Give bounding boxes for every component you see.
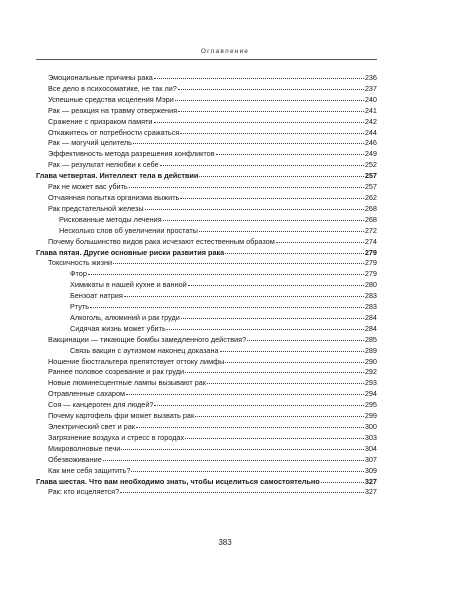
toc-dot-leader bbox=[145, 202, 364, 210]
running-header: Оглавление bbox=[200, 48, 250, 55]
toc-entry-title: Химикаты в нашей кухне и ванной bbox=[70, 280, 187, 290]
toc-entry-page: 294 bbox=[364, 389, 377, 399]
toc-dot-leader bbox=[133, 136, 364, 144]
toc-dot-leader bbox=[154, 71, 364, 79]
toc-entry-page: 303 bbox=[364, 432, 377, 442]
toc-entry-title: Рак — могучий целитель bbox=[48, 138, 132, 148]
toc-dot-leader bbox=[195, 409, 364, 417]
toc-entry-page: 257 bbox=[364, 171, 377, 181]
toc-dot-leader bbox=[160, 158, 364, 166]
toc-entry-page: 285 bbox=[364, 334, 377, 344]
toc-entry-page: 283 bbox=[364, 291, 377, 301]
toc-entry-page: 242 bbox=[364, 116, 377, 126]
toc-entry-title: Связь вакцин с аутизмом наконец доказана bbox=[70, 345, 219, 355]
toc-entry-page: 280 bbox=[364, 280, 377, 290]
toc-entry-page: 244 bbox=[364, 127, 377, 137]
toc-entry-page: 293 bbox=[364, 378, 377, 388]
toc-entry-page: 246 bbox=[364, 138, 377, 148]
toc-dot-leader bbox=[126, 387, 364, 395]
toc-entry-page: 290 bbox=[364, 356, 377, 366]
toc-entry-page: 279 bbox=[364, 269, 377, 279]
toc-dot-leader bbox=[129, 180, 364, 188]
toc-entry-title: Сражение с призраком памяти bbox=[48, 116, 153, 126]
toc-entry-title: Успешные средства исцеления Мэри bbox=[48, 94, 174, 104]
toc-entry-page: 272 bbox=[364, 225, 377, 235]
toc-entry-page: 295 bbox=[364, 400, 377, 410]
toc-dot-leader bbox=[185, 431, 364, 439]
toc-entry-page: 257 bbox=[364, 182, 377, 192]
toc-entry-page: 327 bbox=[364, 476, 377, 486]
toc-dot-leader bbox=[220, 344, 364, 352]
toc-entry-page: 279 bbox=[364, 247, 377, 257]
toc-entry-title: Алкоголь, алюминий и рак груди bbox=[70, 312, 180, 322]
toc-entry-title: Как мне себя защитить? bbox=[48, 465, 131, 475]
toc-dot-leader bbox=[178, 104, 364, 112]
toc-entry-title: Все дело в психосоматике, не так ли? bbox=[48, 83, 177, 93]
toc-entry-title: Отчаянная попытка организма выжить bbox=[48, 192, 180, 202]
toc-dot-leader bbox=[90, 300, 364, 308]
toc-entry-title: Загрязнение воздуха и стресс в городах bbox=[48, 432, 185, 442]
toc-entry-page: 284 bbox=[364, 312, 377, 322]
toc-entry-title: Рак — результат нелюбви к себе bbox=[48, 160, 159, 170]
header-rule bbox=[36, 59, 377, 60]
toc-dot-leader bbox=[188, 278, 364, 286]
toc-entry-title: Эффективность метода разрешения конфликтов bbox=[48, 149, 215, 159]
toc-entry-title: Вакцинации — тикающие бомбы замедленного действия? bbox=[48, 334, 247, 344]
toc-dot-leader bbox=[178, 82, 364, 90]
toc-entry-page: 292 bbox=[364, 367, 377, 377]
toc-entry-page: 240 bbox=[364, 94, 377, 104]
toc-dot-leader bbox=[247, 333, 364, 341]
toc-dot-leader bbox=[175, 93, 364, 101]
toc-dot-leader bbox=[199, 224, 364, 232]
toc-entry-title: Микроволновые печи bbox=[48, 443, 121, 453]
toc-entry-page: 249 bbox=[364, 149, 377, 159]
toc-entry-title: Отравленные сахаром bbox=[48, 389, 126, 399]
toc-entry-title: Токсичность жизни bbox=[48, 258, 113, 268]
toc-dot-leader bbox=[124, 289, 364, 297]
toc-entry-title: Рак — реакция на травму отвержения bbox=[48, 105, 178, 115]
toc-dot-leader bbox=[88, 267, 364, 275]
toc-entry-title: Обезвоживание bbox=[48, 454, 102, 464]
toc-dot-leader bbox=[103, 453, 364, 461]
toc-entry-title: Рак: кто исцеляется? bbox=[48, 487, 120, 497]
toc-entry-title: Глава шестая. Что вам необходимо знать, чтобы исцелиться самостоятельно bbox=[36, 476, 320, 486]
toc-entry-title: Рак не может вас убить bbox=[48, 182, 128, 192]
toc-dot-leader bbox=[180, 191, 363, 199]
toc-entry-page: 299 bbox=[364, 411, 377, 421]
toc-entry-title: Бензоат натрия bbox=[70, 291, 123, 301]
toc-entry-page: 327 bbox=[364, 487, 377, 497]
toc-entry-title: Фтор bbox=[70, 269, 87, 279]
toc-dot-leader bbox=[154, 115, 364, 123]
toc-dot-leader bbox=[121, 442, 363, 450]
toc-dot-leader bbox=[163, 213, 364, 221]
toc-entry-title: Эмоциональные причины рака bbox=[48, 73, 153, 82]
toc-entry-page: 241 bbox=[364, 105, 377, 115]
toc-entry-title: Ртуть bbox=[70, 302, 90, 312]
toc-entry-title: Новые люминесцентные лампы вызывают рак bbox=[48, 378, 207, 388]
toc-dot-leader bbox=[185, 365, 364, 373]
toc-entry-title: Почему картофель фри может вызвать рак bbox=[48, 411, 195, 421]
toc-entry-page: 309 bbox=[364, 465, 377, 475]
toc-entry-title: Глава четвертая. Интеллект тела в действии bbox=[36, 171, 199, 181]
toc-dot-leader bbox=[120, 485, 364, 493]
toc-dot-leader bbox=[199, 169, 363, 177]
toc-entry-title: Рак предстательной железы bbox=[48, 203, 144, 213]
toc-dot-leader bbox=[216, 147, 364, 155]
toc-dot-leader bbox=[181, 311, 364, 319]
toc-entry-page: 307 bbox=[364, 454, 377, 464]
toc-entry-page: 236 bbox=[364, 73, 377, 82]
toc-dot-leader bbox=[167, 322, 364, 330]
toc-entry-title: Сидячая жизнь может убить bbox=[70, 323, 166, 333]
toc-dot-leader bbox=[113, 256, 364, 264]
toc-dot-leader bbox=[276, 235, 364, 243]
toc-entry-page: 289 bbox=[364, 345, 377, 355]
toc-entry-page: 274 bbox=[364, 236, 377, 246]
toc-entry-page: 283 bbox=[364, 302, 377, 312]
toc-dot-leader bbox=[136, 420, 364, 428]
toc-dot-leader bbox=[131, 464, 363, 472]
toc-entry-page: 300 bbox=[364, 422, 377, 431]
toc-dot-leader bbox=[225, 246, 364, 254]
toc-dot-leader bbox=[321, 475, 364, 483]
toc-entry bbox=[36, 486, 377, 497]
toc-entry-title: Ношение бюстгальтера препятствует оттоку лимфы bbox=[48, 356, 225, 366]
toc-entry-title: Соя — канцероген для людей? bbox=[48, 400, 154, 410]
toc-entry-page: 237 bbox=[364, 83, 377, 93]
toc-entry-page: 279 bbox=[364, 258, 377, 268]
toc-dot-leader bbox=[225, 355, 363, 363]
toc-entry-title: Электрический свет и рак bbox=[48, 422, 135, 431]
toc-entry-title: Рискованные методы лечения bbox=[59, 214, 162, 224]
table-of-contents bbox=[36, 72, 377, 497]
toc-entry-page: 268 bbox=[364, 203, 377, 213]
toc-entry-title: Глава пятая. Другие основные риски развития рака bbox=[36, 247, 225, 257]
toc-entry-title: Раннее половое созревание и рак груди bbox=[48, 367, 185, 377]
toc-entry-title: Почему большинство видов рака исчезают естественным образом bbox=[48, 236, 275, 246]
toc-entry-page: 262 bbox=[364, 192, 377, 202]
toc-entry-page: 252 bbox=[364, 160, 377, 170]
toc-dot-leader bbox=[180, 126, 363, 134]
toc-entry-title: Откажитесь от потребности сражаться bbox=[48, 127, 180, 137]
page-number: 383 bbox=[218, 538, 232, 547]
toc-entry-title: Несколько слов об увеличении простаты bbox=[59, 225, 198, 235]
toc-entry-page: 304 bbox=[364, 443, 377, 453]
toc-entry-page: 268 bbox=[364, 214, 377, 224]
toc-entry-page: 284 bbox=[364, 323, 377, 333]
toc-dot-leader bbox=[207, 376, 364, 384]
toc-dot-leader bbox=[154, 398, 363, 406]
